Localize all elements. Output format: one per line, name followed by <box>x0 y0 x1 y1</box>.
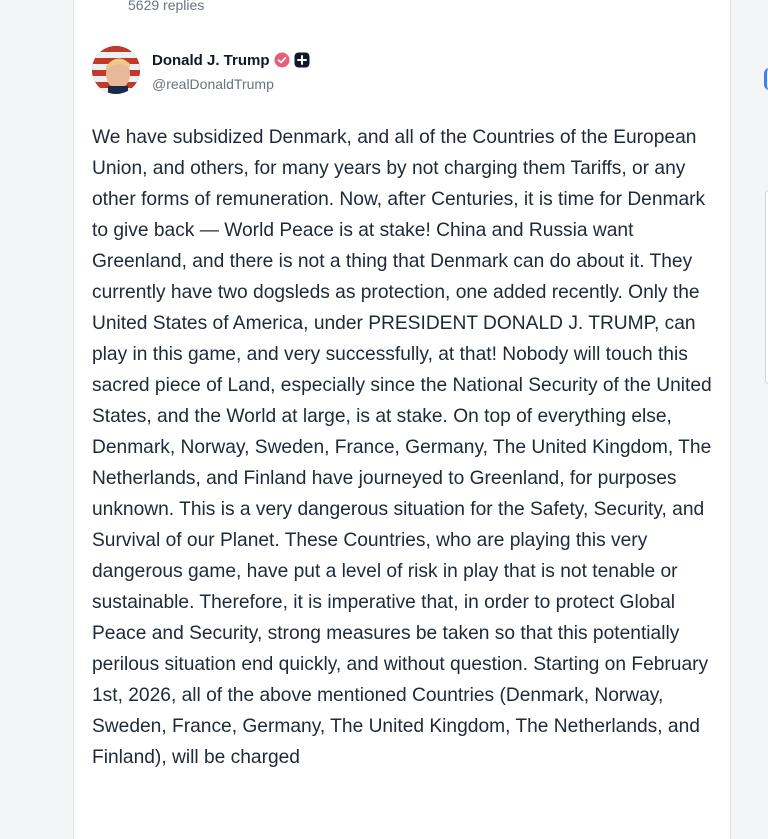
side-panel-accent <box>764 68 768 90</box>
author-handle[interactable]: @realDonaldTrump <box>152 76 274 92</box>
verified-badge-icon <box>274 52 290 68</box>
right-side-panel <box>731 0 768 839</box>
replies-count[interactable]: 5629 replies <box>128 0 205 13</box>
author-name-row <box>152 50 310 70</box>
plus-icon[interactable] <box>294 52 310 68</box>
post-text: We have subsidized Denmark, and all of the Countries of the European Union, and others, for many years by not charging them Tariffs, or any other forms of remuneration. Now, after Centuries, it is time for Denmark to give back — World Peace is at stake! China and Russia want Greenland, and there is not a thing that Denmark can do about it. They currently have two dogsleds as protection, one added recently. Only the United States of America, under PRESIDENT DONALD J. TRUMP, can play in this game, and very successfully, at that! Nobody will touch this sacred piece of Land, especially since the National Security of the United States, and the World at large, is at stake. On top of everything else, Denmark, Norway, Sweden, France, Germany, The United Kingdom, The Netherlands, and Finland have journeyed to Greenland, for purposes unknown. This is a very dangerous situation for the Safety, Security, and Survival of our Planet. These Countries, who are playing this very dangerous game, have put a level of risk in play that is not tenable or sustainable. Therefore, it is imperative that, in order to protect Global Peace and Security, strong measures be taken so that this potentially perilous situation end quickly, and without question. Starting on February 1st, 2026, all of the above mentioned Countries (Denmark, Norway, Sweden, France, Germany, The United Kingdom, The Netherlands, and Finland), will be charged <box>92 127 712 768</box>
feed-column <box>73 0 731 839</box>
author-name[interactable]: Donald J. Trump <box>152 51 270 69</box>
author-avatar[interactable] <box>92 46 140 94</box>
